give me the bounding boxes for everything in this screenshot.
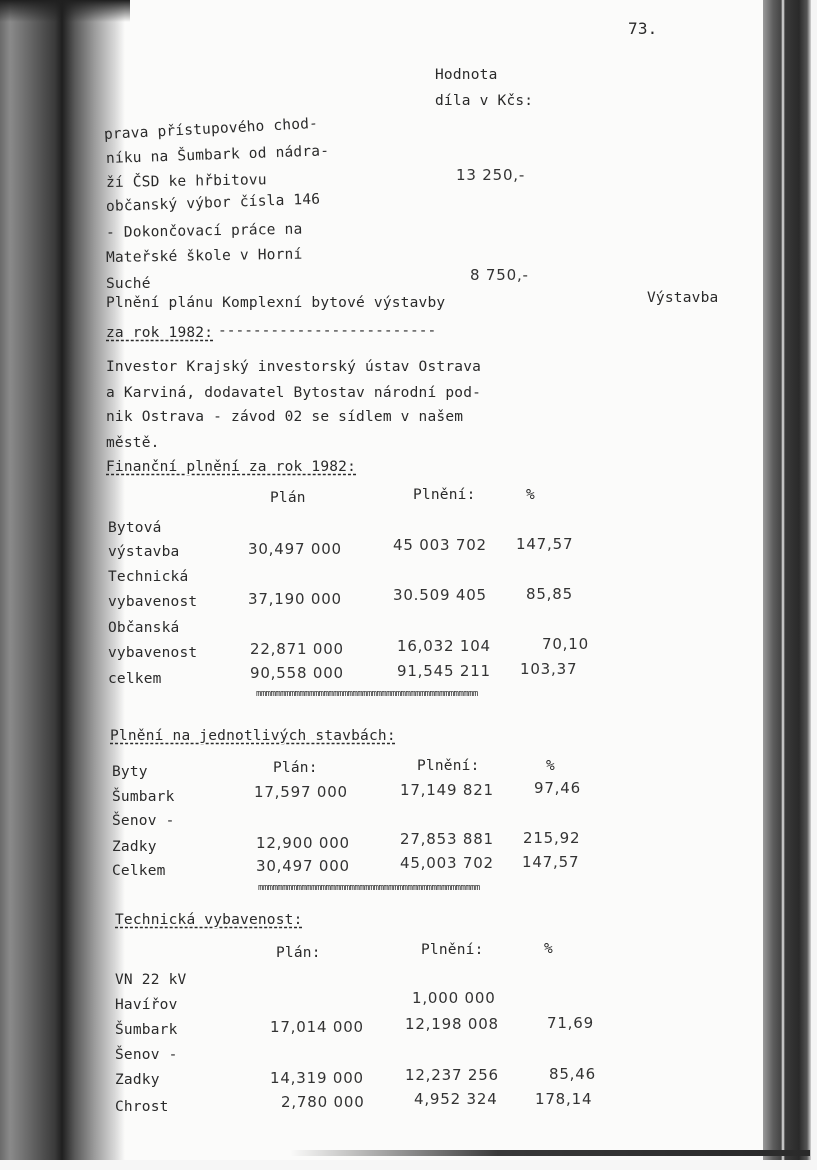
typed-rule: mmmmmmmmmmmmmmmmmmmmmmmmmmmmmmmmmmmmmmmmmmmmmm — [256, 690, 478, 699]
row-label: Šenov - — [115, 1047, 178, 1063]
row-label: Šumbark — [112, 789, 175, 805]
plan-value: 22,871 000 — [250, 640, 344, 658]
row-label: vybavenost — [108, 645, 198, 661]
page-number: 73. — [628, 19, 658, 38]
kbv-title-dashes: ------------------------- — [218, 323, 437, 339]
plan-value: 17,597 000 — [254, 783, 348, 801]
column-header-percent: % — [546, 758, 555, 774]
typed-rule: mmmmmmmmmmmmmmmmmmmmmmmmmmmmmmmmmmmmmmmmmmmmmm — [258, 884, 480, 893]
row-label: Havířov — [115, 997, 178, 1013]
row-label: Chrost — [115, 1099, 169, 1115]
column-header-actual: Plnění: — [417, 758, 480, 774]
percent-value: 85,85 — [526, 585, 573, 603]
percent-value: 71,69 — [547, 1014, 594, 1032]
plan-value: 12,900 000 — [256, 834, 350, 852]
project-line: ží ČSD ke hřbitovu — [105, 172, 267, 191]
project-line: prava přístupového chod- — [103, 115, 319, 143]
buildings-table-title: Plnění na jednotlivých stavbách: — [110, 728, 396, 744]
row-label: vybavenost — [108, 594, 198, 610]
plan-value: 37,190 000 — [248, 590, 342, 608]
actual-value: 27,853 881 — [400, 830, 494, 848]
row-label: Technická — [108, 569, 189, 585]
column-header-percent: % — [544, 941, 553, 957]
row-label: Zadky — [115, 1072, 160, 1088]
row-label: výstavba — [108, 544, 180, 560]
kbv-title-line1: Plnění plánu Komplexní bytové výstavby — [106, 295, 446, 311]
column-header-plan: Plán: — [273, 760, 318, 776]
page-bottom-edge — [290, 1150, 810, 1156]
actual-value: 17,149 821 — [400, 781, 494, 799]
kbv-paragraph-line: městě. — [106, 435, 160, 451]
project-line: níku na Šumbark od nádra- — [105, 143, 330, 167]
actual-value: 16,032 104 — [397, 637, 491, 655]
column-header-percent: % — [526, 487, 535, 503]
kbv-paragraph-line: Investor Krajský investorský ústav Ostrava — [106, 359, 482, 375]
actual-value: 45,003 702 — [400, 854, 494, 872]
percent-value: 147,57 — [516, 535, 574, 553]
value-header-line1: Hodnota — [435, 67, 498, 83]
row-label: VN 22 kV — [115, 972, 187, 988]
row-label: celkem — [108, 671, 162, 687]
row-label: Bytová — [108, 520, 162, 536]
percent-value: 178,14 — [535, 1090, 593, 1108]
scan-bottom-margin — [0, 1160, 817, 1170]
project-value: 8 750,- — [470, 266, 529, 284]
plan-value: 30,497 000 — [248, 540, 342, 558]
column-header-plan: Plán: — [276, 945, 321, 961]
margin-note: Výstavba — [647, 290, 719, 306]
plan-value: 17,014 000 — [270, 1018, 364, 1036]
percent-value: 103,37 — [520, 660, 578, 678]
project-line: Mateřské škole v Horní — [105, 246, 303, 266]
plan-value: 90,558 000 — [250, 664, 344, 682]
row-label: Celkem — [112, 863, 166, 879]
kbv-title-line2-wrap — [106, 322, 437, 342]
column-header-plan: Plán — [270, 490, 306, 506]
row-label: Zadky — [112, 839, 157, 855]
actual-value: 4,952 324 — [414, 1090, 498, 1108]
technical-table-title: Technická vybavenost: — [115, 912, 303, 928]
project-line: Suché — [106, 276, 151, 292]
financial-table-title: Finanční plnění za rok 1982: — [106, 459, 357, 475]
project-value: 13 250,- — [456, 166, 526, 184]
percent-value: 85,46 — [549, 1065, 596, 1083]
actual-value: 12,198 008 — [405, 1015, 499, 1033]
book-top-shadow — [0, 0, 130, 22]
project-line: - Dokončovací práce na — [105, 221, 303, 241]
column-header-actual: Plnění: — [413, 487, 476, 503]
row-label: Občanská — [108, 620, 180, 636]
plan-value: 14,319 000 — [270, 1069, 364, 1087]
kbv-paragraph-line: nik Ostrava - závod 02 se sídlem v našem — [106, 409, 464, 425]
actual-value: 45 003 702 — [393, 536, 487, 554]
category-label: Byty — [112, 764, 148, 780]
value-header-line2: díla v Kčs: — [435, 93, 534, 109]
plan-value: 2,780 000 — [281, 1093, 365, 1111]
kbv-paragraph-line: a Karviná, dodavatel Bytostav národní pod- — [106, 385, 482, 401]
percent-value: 70,10 — [542, 635, 589, 653]
page-edge-strip — [763, 0, 811, 1160]
project-line: občanský výbor čísla 146 — [105, 191, 321, 215]
actual-value: 1,000 000 — [412, 989, 496, 1007]
column-header-actual: Plnění: — [421, 942, 484, 958]
percent-value: 147,57 — [522, 853, 580, 871]
actual-value: 30.509 405 — [393, 586, 487, 604]
page-edge-margin — [811, 0, 817, 1170]
percent-value: 215,92 — [523, 829, 581, 847]
plan-value: 30,497 000 — [256, 857, 350, 875]
actual-value: 91,545 211 — [397, 662, 491, 680]
row-label: Šumbark — [115, 1022, 178, 1038]
percent-value: 97,46 — [534, 779, 581, 797]
actual-value: 12,237 256 — [405, 1066, 499, 1084]
row-label: Šenov - — [112, 813, 175, 829]
kbv-title-line2: za rok 1982: — [106, 325, 214, 341]
